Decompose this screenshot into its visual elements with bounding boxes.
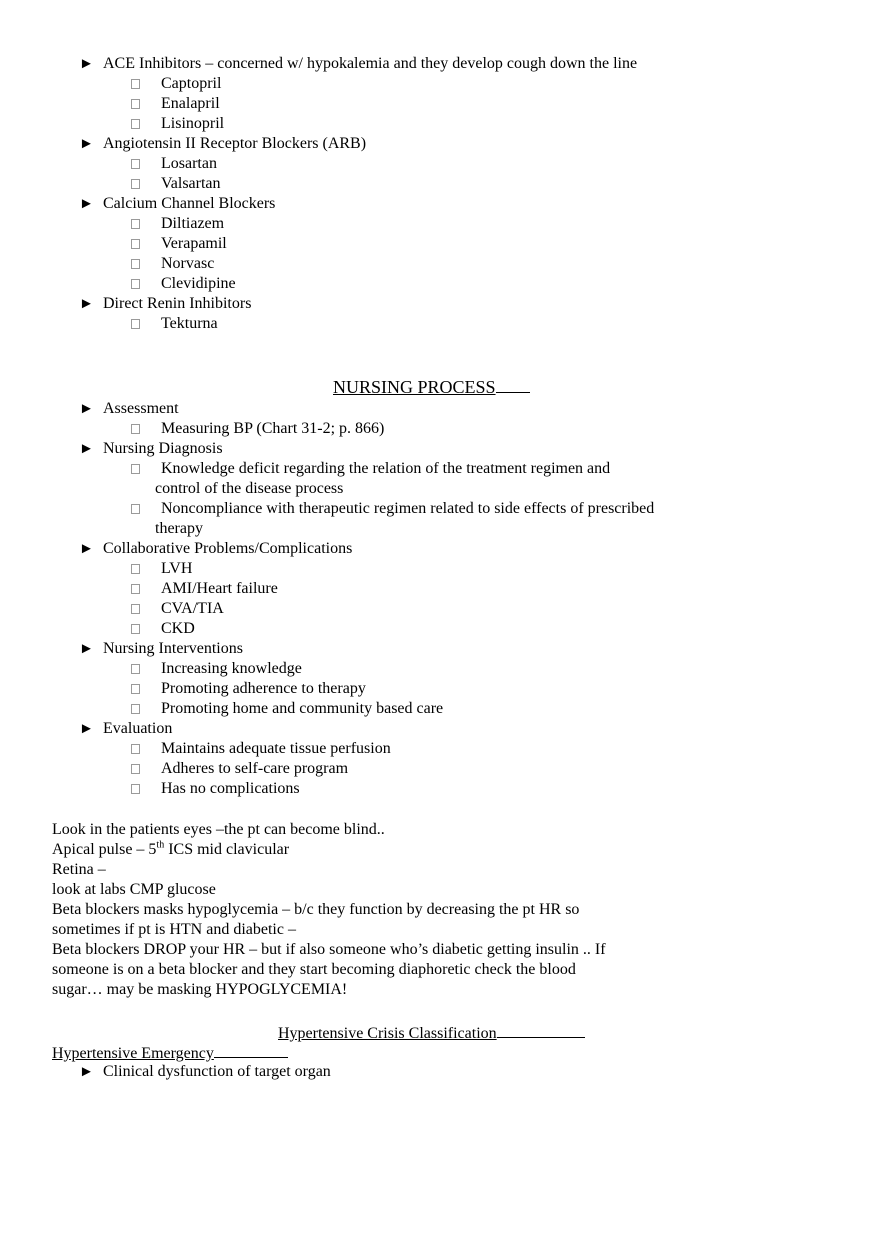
list-subitem: AMI/Heart failure (0, 579, 880, 599)
underline-filler (497, 1022, 585, 1038)
bullet-arrow-icon: ► (79, 136, 94, 152)
list-subitem: Noncompliance with therapeutic regimen related to side effects of prescribed therapy (0, 499, 661, 539)
list-item: ► Assessment (79, 400, 179, 417)
bullet-arrow-icon: ► (79, 441, 94, 457)
checkbox-icon (131, 424, 140, 434)
list-subitem: Losartan (0, 154, 880, 174)
list-subitem: Captopril (0, 74, 880, 94)
list-subitem: Norvasc (0, 254, 880, 274)
list-subitem: Verapamil (0, 234, 880, 254)
crisis-list (0, 1062, 880, 1082)
list-subitem: Clevidipine (0, 274, 880, 294)
checkbox-icon (131, 704, 140, 714)
section-heading: NURSING PROCESS (333, 376, 530, 397)
list-subitem: Tekturna (0, 314, 880, 334)
list-item: ► Collaborative Problems/Complications (79, 540, 353, 557)
checkbox-icon (131, 99, 140, 109)
list-subitem: Lisinopril (0, 114, 880, 134)
checkbox-icon (131, 159, 140, 169)
list-item: ► ACE Inhibitors – concerned w/ hypokalemia and they develop cough down the line (79, 55, 638, 72)
checkbox-icon (131, 279, 140, 289)
checkbox-icon (131, 584, 140, 594)
list-subitem: Increasing knowledge (0, 659, 880, 679)
checkbox-icon (131, 664, 140, 674)
checkbox-icon (131, 239, 140, 249)
bullet-arrow-icon: ► (79, 541, 94, 557)
checkbox-icon (131, 219, 140, 229)
med-classes-list (0, 54, 880, 334)
list-item: ► Clinical dysfunction of target organ (79, 1063, 331, 1080)
bullet-arrow-icon: ► (79, 196, 94, 212)
list-subitem: Has no complications (0, 779, 880, 799)
list-subitem: CVA/TIA (0, 599, 880, 619)
bullet-arrow-icon: ► (79, 296, 94, 312)
checkbox-icon (131, 319, 140, 329)
bullet-arrow-icon: ► (79, 1064, 94, 1080)
list-subitem: Promoting adherence to therapy (0, 679, 880, 699)
list-item: ► Angiotensin II Receptor Blockers (ARB) (79, 135, 367, 152)
bullet-arrow-icon: ► (79, 56, 94, 72)
checkbox-icon (131, 259, 140, 269)
underline-filler (214, 1042, 288, 1058)
bullet-arrow-icon: ► (79, 401, 94, 417)
checkbox-icon (131, 119, 140, 129)
list-subitem: Promoting home and community based care (0, 699, 880, 719)
bullet-arrow-icon: ► (79, 721, 94, 737)
checkbox-icon (131, 564, 140, 574)
list-subitem: Maintains adequate tissue perfusion (0, 739, 880, 759)
list-subitem: CKD (0, 619, 880, 639)
checkbox-icon (131, 79, 140, 89)
checkbox-icon (131, 179, 140, 189)
checkbox-icon (131, 464, 140, 474)
nursing-process-list (0, 399, 880, 799)
checkbox-icon (131, 604, 140, 614)
notes-paragraph: Look in the patients eyes –the pt can become blind.. Apical pulse – 5th ICS mid clavicular Retina – look at labs CMP glucose Beta blockers masks hypoglycemia – b/c they function by decreasing the pt HR so sometimes if pt is HTN and diabetic – Beta blockers DROP your HR – but if also someone who’s diabetic getting insulin .. If someone is on a beta blocker and they start becoming diaphoretic check the blood sugar… may be masking HYPOGLYCEMIA! (52, 821, 606, 998)
list-item: ► Evaluation (79, 720, 173, 737)
checkbox-icon (131, 744, 140, 754)
list-subitem: Measuring BP (Chart 31-2; p. 866) (0, 419, 880, 439)
list-subitem: Adheres to self-care program (0, 759, 880, 779)
list-item: ► Calcium Channel Blockers (79, 195, 276, 212)
list-item: ► Direct Renin Inhibitors (79, 295, 252, 312)
emergency-subheading: Hypertensive Emergency (52, 1042, 288, 1064)
list-subitem: Diltiazem (0, 214, 880, 234)
checkbox-icon (131, 684, 140, 694)
underline-filler (496, 376, 530, 393)
list-subitem: Knowledge deficit regarding the relation of the treatment regimen and control of the disease process (0, 459, 661, 499)
list-subitem: LVH (0, 559, 880, 579)
crisis-heading: Hypertensive Crisis Classification (278, 1022, 585, 1044)
bullet-arrow-icon: ► (79, 641, 94, 657)
checkbox-icon (131, 784, 140, 794)
list-item: ► Nursing Diagnosis (79, 440, 223, 457)
checkbox-icon (131, 624, 140, 634)
list-item: ► Nursing Interventions (79, 640, 243, 657)
checkbox-icon (131, 764, 140, 774)
checkbox-icon (131, 504, 140, 514)
list-subitem: Valsartan (0, 174, 880, 194)
list-subitem: Enalapril (0, 94, 880, 114)
